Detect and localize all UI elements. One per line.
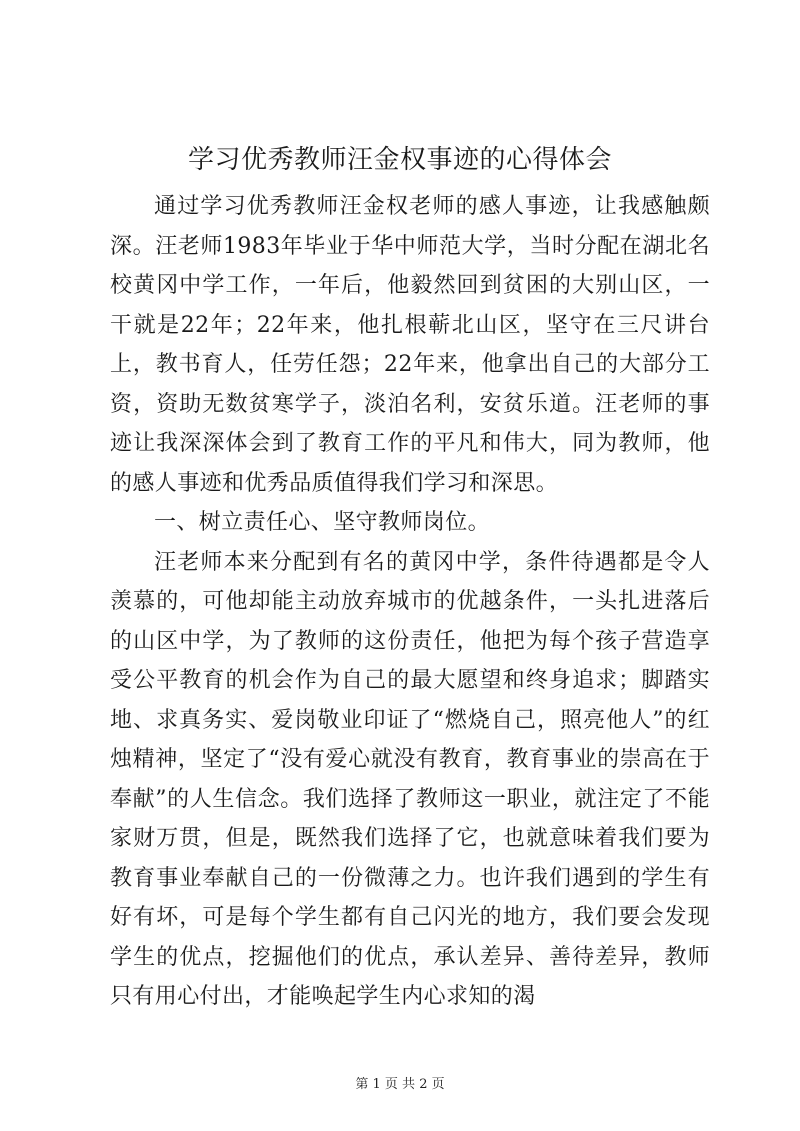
document-title: 学习优秀教师汪金权事迹的心得体会 [187,145,612,175]
section-heading-1: 一、树立责任心、坚守教师岗位。 [154,510,491,535]
page-number-footer: 第 1 页 共 2 页 [355,1077,445,1092]
paragraph-intro: 通过学习优秀教师汪金权老师的感人事迹，让我感触颇深。汪老师1983年毕业于华中师范大学，当时分配在湖北名校黄冈中学工作，一年后，他毅然回到贫困的大别山区，一干就是22年；22年来，他扎根蕲北山区，坚守在三尺讲台上，教书育人，任劳任怨；22年来，他拿出自己的大部分工资，资助无数贫寒学子，淡泊名利，安贫乐道。汪老师的事迹让我深深体会到了教育工作的平凡和伟大，同为教师，他的感人事迹和优秀品质值得我们学习和深思。 [110,194,710,496]
document-body [110,187,710,1017]
paragraph-section-1: 汪老师本来分配到有名的黄冈中学，条件待遇都是令人羡慕的，可他却能主动放弃城市的优越条件，一头扎进落后的山区中学，为了教师的这份责任，他把为每个孩子营造享受公平教育的机会作为自己的最大愿望和终身追求；脚踏实地、求真务实、爱岗敬业印证了“燃烧自己，照亮他人”的红烛精神，坚定了“没有爱心就没有教育，教育事业的崇高在于奉献”的人生信念。我们选择了教师这一职业，就注定了不能家财万贯，但是，既然我们选择了它，也就意味着我们要为教育事业奉献自己的一份微薄之力。也许我们遇到的学生有好有坏，可是每个学生都有自己闪光的地方，我们要会发现学生的优点，挖掘他们的优点，承认差异、善待差异，教师只有用心付出，才能唤起学生内心求知的渴 [110,549,710,1009]
